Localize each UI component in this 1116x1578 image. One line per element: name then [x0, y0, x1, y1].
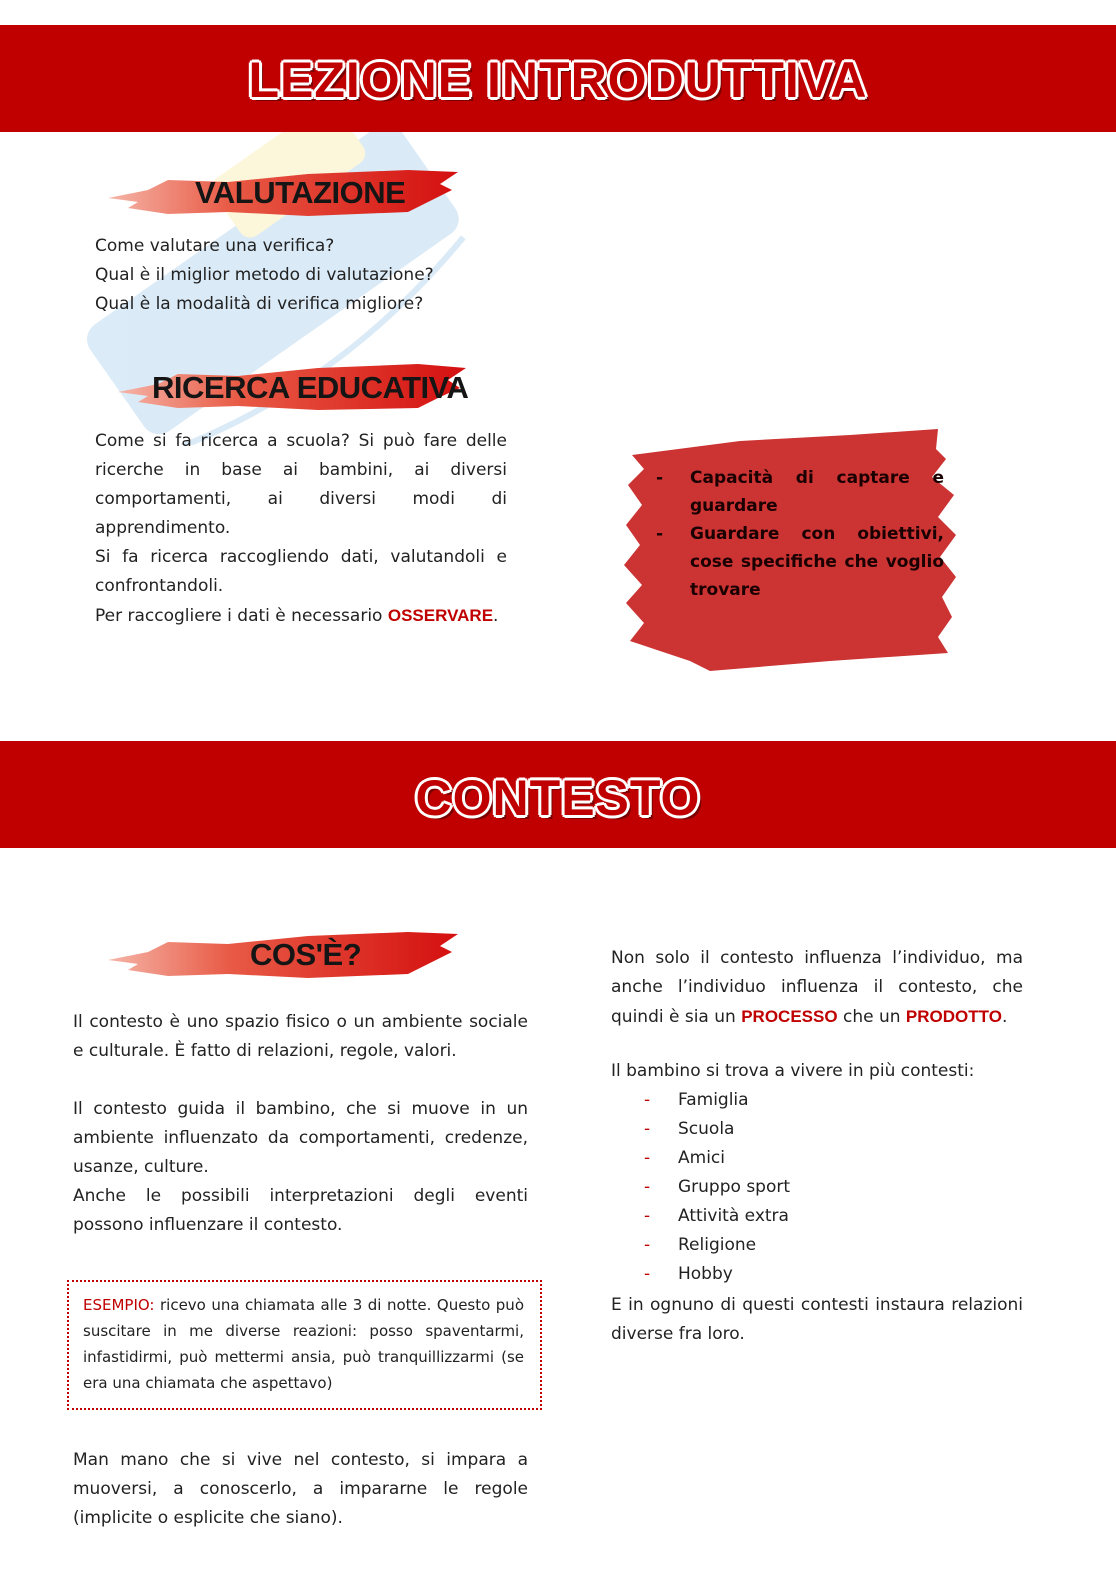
right-intro-paragraph: Non solo il contesto influenza l’individuo, ma anche l’individuo influenza il contesto, che quindi è sia un PROCESSO che un PRODOTTO. [611, 948, 1023, 1027]
list-item: - Attività extra [644, 1202, 1004, 1231]
cose-paragraph: Anche le possibili interpretazioni degli eventi possono influenzare il contesto. [73, 1186, 528, 1235]
contexts-closing: E in ognuno di questi contesti instaura relazioni diverse fra loro. [611, 1295, 1023, 1344]
ricerca-paragraph: Come si fa ricerca a scuola? Si può fare delle ricerche in base ai bambini, ai diversi comportamenti, ai diversi modi di apprendimento. [95, 431, 507, 538]
callout-item: - Guardare con obiettivi, cose specifiche che voglio trovare [656, 520, 944, 604]
list-item: - Scuola [644, 1115, 1004, 1144]
section-title-contesto: CONTESTO [415, 770, 701, 826]
highlight-prodotto: PRODOTTO [905, 1007, 1002, 1026]
question-line: Qual è il miglior metodo di valutazione? [95, 265, 434, 285]
cose-text [73, 1008, 528, 1240]
list-item: - Religione [644, 1231, 1004, 1260]
list-item: - Famiglia [644, 1086, 1004, 1115]
example-text: ESEMPIO: ricevo una chiamata alle 3 di notte. Questo può suscitare in me diverse reazioni: posso spaventarmi, infastidirmi, può mettermi ansia, può tranquillizzarmi (se era una chiamata che aspettavo) [83, 1296, 524, 1392]
ricerca-paragraph: Per raccogliere i dati è necessario OSSERVARE. [95, 606, 499, 626]
ricerca-paragraph: Si fa ricerca raccogliendo dati, valutandoli e confrontandoli. [95, 547, 507, 596]
example-box [67, 1280, 542, 1410]
section-title-lezione: LEZIONE INTRODUTTIVA [248, 52, 868, 108]
heading-cose: COS'È? [250, 937, 362, 972]
question-line: Qual è la modalità di verifica migliore? [95, 294, 424, 314]
contexts-list [644, 1086, 1004, 1289]
contexts-intro: Il bambino si trova a vivere in più contesti: [611, 1061, 975, 1081]
example-label: ESEMPIO: [83, 1296, 155, 1314]
cose-paragraph: Il contesto è uno spazio fisico o un ambiente sociale e culturale. È fatto di relazioni, regole, valori. [73, 1012, 528, 1061]
ricerca-text [95, 427, 507, 631]
list-item: - Amici [644, 1144, 1004, 1173]
callout-item: - Capacità di captare e guardare [656, 464, 944, 520]
heading-ricerca-educativa: RICERCA EDUCATIVA [152, 370, 469, 405]
callout-list [656, 464, 944, 604]
heading-valutazione: VALUTAZIONE [195, 175, 406, 210]
cose-paragraph: Il contesto guida il bambino, che si muove in un ambiente influenzato da comportamenti, credenze, usanze, culture. [73, 1099, 528, 1177]
valutazione-questions [95, 232, 515, 319]
list-item: - Hobby [644, 1260, 1004, 1289]
list-item: - Gruppo sport [644, 1173, 1004, 1202]
question-line: Come valutare una verifica? [95, 236, 335, 256]
highlight-osservare: OSSERVARE [387, 606, 494, 625]
highlight-processo: PROCESSO [741, 1007, 838, 1026]
manmano-paragraph: Man mano che si vive nel contesto, si impara a muoversi, a conoscerlo, a impararne le regole (implicite o esplicite che siano). [73, 1450, 528, 1528]
